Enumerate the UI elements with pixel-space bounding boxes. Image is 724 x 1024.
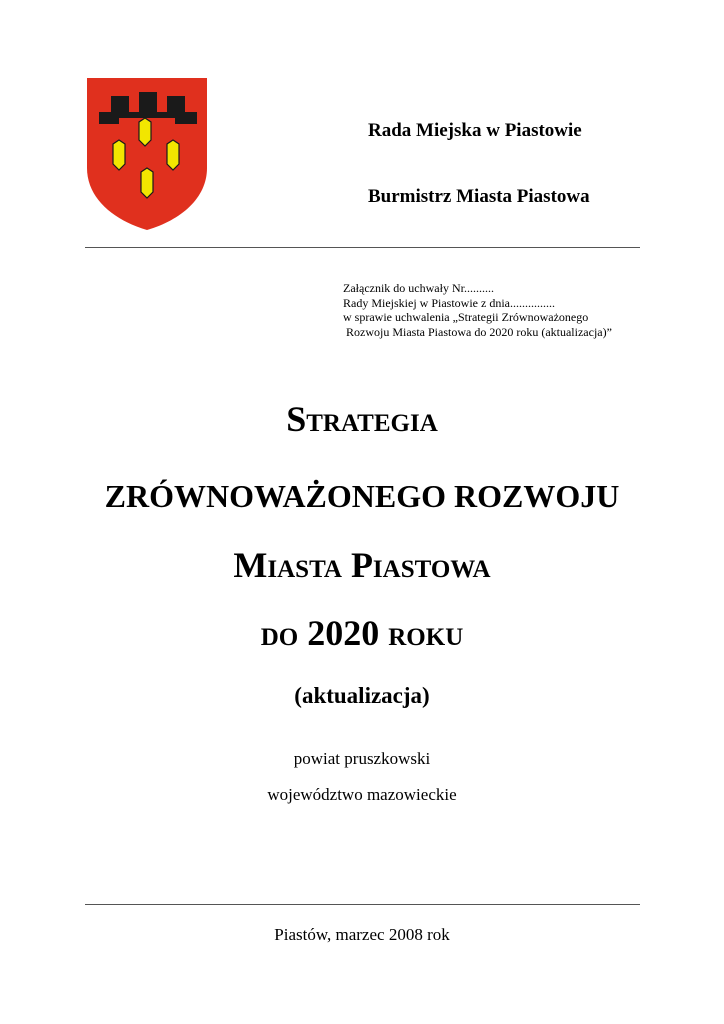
document-subtitle: (aktualizacja) (294, 683, 430, 708)
document-title-line-3: Miasta Piastowa (233, 545, 491, 585)
county-label: powiat pruszkowski (293, 749, 431, 768)
council-name: Rada Miejska w Piastowie (368, 120, 582, 141)
document-title-line-2: ZRÓWNOWAŻONEGO ROZWOJU (104, 478, 620, 514)
document-title-line-4: do 2020 roku (260, 613, 464, 653)
annex-line: Załącznik do uchwały Nr.......... (343, 281, 494, 295)
annex-line: w sprawie uchwalenia „Strategii Zrównoważonego (343, 310, 589, 324)
place-and-date: Piastów, marzec 2008 rok (274, 925, 450, 944)
document-title-line-1: Strategia (286, 399, 438, 439)
coat-of-arms-icon (85, 76, 209, 232)
annex-line: Rozwoju Miasta Piastowa do 2020 roku (aktualizacja)” (346, 324, 612, 339)
top-divider (85, 247, 640, 248)
voivodeship-label: województwo mazowieckie (267, 785, 457, 804)
annex-note (343, 281, 612, 339)
annex-line: Rady Miejskiej w Piastowie z dnia............... (343, 295, 555, 310)
bottom-divider (85, 904, 640, 905)
mayor-title: Burmistrz Miasta Piastowa (368, 186, 590, 207)
